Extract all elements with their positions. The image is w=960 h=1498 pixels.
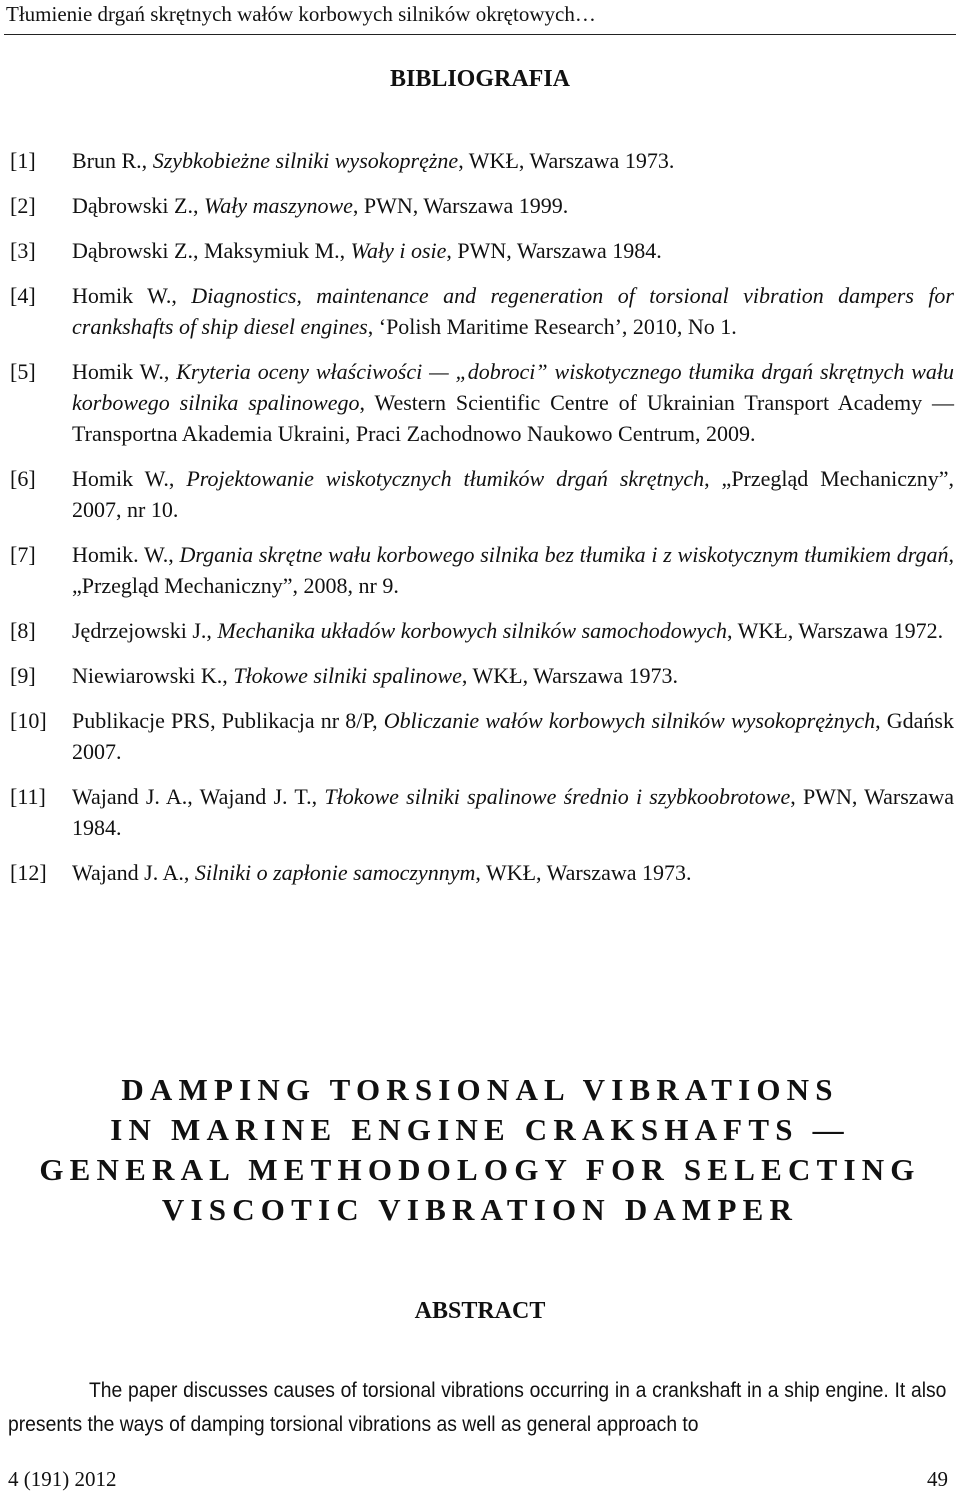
entry-title-italic: Silniki o zapłonie samoczynnym xyxy=(194,860,476,885)
entry-text-part: Dąbrowski Z., xyxy=(72,193,204,218)
entry-text-part: , PWN, Warszawa 1984. xyxy=(446,238,662,263)
footer-page-number: 49 xyxy=(927,1467,948,1491)
footer-issue: 4 (191) 2012 xyxy=(8,1467,117,1491)
entry-number: [2] xyxy=(10,193,36,218)
entry-text-part: , WKŁ, Warszawa 1973. xyxy=(458,148,675,173)
entry-text-part: Homik W., xyxy=(72,283,192,308)
bibliography-entry xyxy=(10,615,954,646)
entry-number: [7] xyxy=(10,542,36,567)
entry-text xyxy=(72,280,954,342)
entry-text xyxy=(72,356,954,449)
english-title xyxy=(0,1070,960,1230)
entry-title-italic: Wały i osie xyxy=(350,238,447,263)
entry-number: [1] xyxy=(10,148,36,173)
entry-text-part: , Western Scientific Centre of Ukrainian Transport Academy — Transportna Akademia Ukraini, Praci Zachodnowo Naukowo Centrum, 2009. xyxy=(72,390,954,446)
entry-text-part: Jędrzejowski J., xyxy=(72,618,218,643)
entry-text-part: , Gdańsk 2007. xyxy=(72,708,954,764)
english-title-line: VISCOTIC VIBRATION DAMPER xyxy=(161,1192,799,1227)
entry-title-italic: Mechanika układów korbowych silników samochodowych xyxy=(217,618,727,643)
entry-text-part: , PWN, Warszawa 1999. xyxy=(352,193,569,218)
entry-text-part: , „Przegląd Mechaniczny”, 2008, nr 9. xyxy=(72,542,954,598)
bibliography-entry xyxy=(10,660,954,691)
abstract-text: The paper discusses causes of torsional vibrations occurring in a crankshaft in a ship engine. It also presents the ways of damping torsional vibrations as well as general approach to xyxy=(8,1379,947,1436)
bibliography-list xyxy=(10,145,954,888)
abstract-heading: ABSTRACT xyxy=(414,1298,546,1324)
entry-text-part: , WKŁ, Warszawa 1973. xyxy=(461,663,679,688)
bibliography-entry xyxy=(10,463,954,525)
entry-text-part: , WKŁ, Warszawa 1973. xyxy=(475,860,692,885)
entry-number: [4] xyxy=(10,283,36,308)
english-title-line: GENERAL METHODOLOGY FOR SELECTING xyxy=(39,1152,921,1187)
entry-number: [8] xyxy=(10,618,36,643)
entry-text-part: Homik W., xyxy=(72,359,177,384)
entry-number: [11] xyxy=(10,784,46,809)
entry-text-part: Brun R., xyxy=(72,148,153,173)
bibliography-entry xyxy=(10,705,954,767)
entry-text xyxy=(72,539,954,601)
entry-text-part: Dąbrowski Z., Maksymiuk M., xyxy=(72,238,351,263)
bibliography-entry xyxy=(10,235,954,266)
running-header: Tłumienie drgań skrętnych wałów korbowych silników okrętowych… xyxy=(6,2,596,26)
english-title-line: IN MARINE ENGINE CRAKSHAFTS — xyxy=(110,1112,850,1147)
bibliography-entry xyxy=(10,356,954,449)
entry-title-italic: Tłokowe silniki spalinowe średnio i szybkoobrotowe xyxy=(324,784,791,809)
entry-text-part: Homik. W., xyxy=(72,542,180,567)
bibliography-entry xyxy=(10,539,954,601)
entry-number: [6] xyxy=(10,466,36,491)
entry-text xyxy=(72,705,954,767)
entry-title-italic: Drgania skrętne wału korbowego silnika bez tłumika i z wiskotycznym tłumikiem drgań xyxy=(179,542,949,567)
entry-text-part: , WKŁ, Warszawa 1972. xyxy=(727,618,944,643)
entry-text-part: Wajand J. A., Wajand J. T., xyxy=(72,784,325,809)
entry-number: [10] xyxy=(10,708,47,733)
bibliography-entry xyxy=(10,857,954,888)
bibliography-heading: BIBLIOGRAFIA xyxy=(389,66,571,92)
entry-text xyxy=(72,235,954,266)
entry-number: [9] xyxy=(10,663,36,688)
entry-title-italic: Kryteria oceny właściwości — „dobroci” wiskotycznego tłumika drgań skrętnych wału korbowego silnika spalinowego xyxy=(72,359,954,415)
bibliography-entry xyxy=(10,190,954,221)
entry-text xyxy=(72,615,954,646)
entry-title-italic: Obliczanie wałów korbowych silników wysokoprężnych xyxy=(383,708,876,733)
entry-text xyxy=(72,660,954,691)
bibliography-entry xyxy=(10,280,954,342)
entry-text xyxy=(72,190,954,221)
entry-text xyxy=(72,857,954,888)
entry-title-italic: Tłokowe silniki spalinowe xyxy=(233,663,462,688)
entry-text-part: Niewiarowski K., xyxy=(72,663,234,688)
entry-text-part: Publikacje PRS, Publikacja nr 8/P, xyxy=(72,708,384,733)
entry-text xyxy=(72,145,954,176)
bibliography-entry xyxy=(10,145,954,176)
entry-number: [5] xyxy=(10,359,36,384)
entry-text-part: , PWN, Warszawa 1984. xyxy=(72,784,954,840)
entry-text-part: Homik W., xyxy=(72,466,187,491)
entry-text xyxy=(72,463,954,525)
entry-text xyxy=(72,781,954,843)
entry-title-italic: Wały maszynowe xyxy=(203,193,353,218)
entry-text-part: Wajand J. A., xyxy=(72,860,195,885)
header-rule xyxy=(4,34,956,35)
entry-number: [12] xyxy=(10,860,47,885)
entry-title-italic: Diagnostics, maintenance and regeneration of torsional vibration dampers for crankshafts of ship diesel engines xyxy=(72,283,954,339)
entry-number: [3] xyxy=(10,238,36,263)
entry-text-part: , „Przegląd Mechaniczny”, 2007, nr 10. xyxy=(72,466,954,522)
english-title-line: DAMPING TORSIONAL VIBRATIONS xyxy=(121,1072,839,1107)
bibliography-entry xyxy=(10,781,954,843)
entry-title-italic: Projektowanie wiskotycznych tłumików drgań skrętnych xyxy=(186,466,705,491)
entry-title-italic: Szybkobieżne silniki wysokoprężne xyxy=(152,148,459,173)
entry-text-part: , ‘Polish Maritime Research’, 2010, No 1. xyxy=(367,314,737,339)
